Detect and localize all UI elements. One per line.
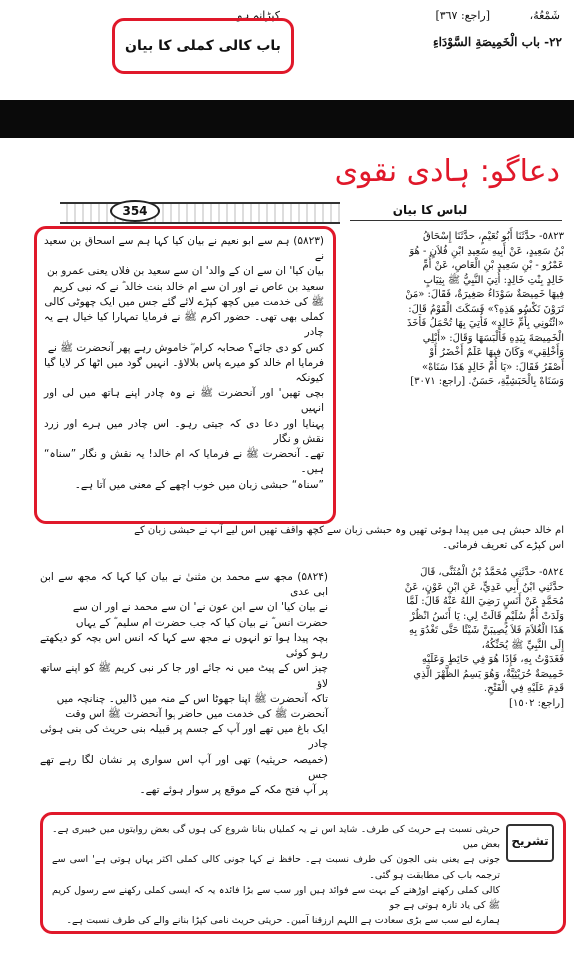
urdu-line: ”سناہ“ حبشی زبان میں خوب اچھے کے معنی میں آتا ہے۔ bbox=[74, 478, 324, 491]
arabic-line: ٥٨٢٣- حدَّثَنَا أَبُو نُعَيْمٍ، حدَّثَنَا إِسْحَاقُ bbox=[423, 231, 564, 242]
arabic-head-left: شَمْعُهُ، bbox=[529, 9, 560, 22]
arabic-line: [راجع: ١٥٠٢] bbox=[509, 697, 564, 709]
urdu-line: ایک باغ میں تھے اور آپ کے جسم پر قبیلہ بنی حریث کی بنی ہوئی چادر bbox=[40, 723, 328, 751]
arabic-ref: [راجع: ٣٦٧] bbox=[435, 9, 490, 22]
watermark-text: دعاگو: ہادی نقوی bbox=[334, 154, 560, 189]
urdu-line: کملی بھی تھی۔ حضور اکرم ﷺ نے فرمایا تمہارا کیا خیال ہے یہ چادر bbox=[44, 311, 324, 339]
arabic-line: خَمِيصَةٌ حُرَيْثِيَّةٌ، وَهُوَ يَسِمُ الظَّهْرَ الَّذِي bbox=[413, 668, 564, 680]
arabic-line: أَصْفَرُ فَقَالَ: «يَا أُمَّ خَالِدٍ هَذَا سَنَاهْ» bbox=[422, 361, 564, 373]
arabic-line: هَذَا الْغُلاَمَ فَلاَ يُصِيبَنَّ شَيْئًا حَتَّى تَغْدُوَ بِهِ bbox=[408, 625, 564, 636]
urdu-line: پہنایا اور دعا دی کہ جیتی رہو۔ اس چادر میں ہرے اور زرد نقش و نگار bbox=[44, 417, 324, 445]
urdu-fragment: کپڑانہ ہو bbox=[237, 9, 280, 22]
commentary-line: حریثی نسبت ہے حریث کی طرف۔ شاید اس نے یہ کملیاں بنانا شروع کی ہوں گی بعض روایتوں میں خیبری ہے۔ بعض میں bbox=[52, 824, 500, 851]
header-ornament bbox=[60, 202, 340, 224]
arabic-line: ٥٨٢٤- حدَّثَنِي مُحَمَّدُ بْنُ الْمُثَنَّى، قَالَ bbox=[420, 567, 564, 578]
arabic-line: الْخَمِيصَةَ بِيَدِهِ فَأَلْبَسَهَا وَقَالَ: «أَبْلِي bbox=[422, 332, 564, 344]
chapter-title-highlight bbox=[112, 18, 294, 74]
hadith-2-urdu bbox=[40, 570, 328, 798]
urdu-line: فرمایا ام خالد کو میرے پاس بلالاؤ۔ انہیں گود میں اٹھا کر لایا گیا کیونکہ bbox=[44, 356, 324, 384]
urdu-chapter-title: باب کالی کملی کا بیان bbox=[125, 38, 281, 54]
note-line: ام خالد حبش ہی میں پیدا ہوئی تھیں وہ حبشی زبان سے کچھ واقف تھیں اس لیے آپ نے حبشی زبان کے bbox=[134, 525, 564, 536]
commentary-text bbox=[52, 822, 500, 928]
urdu-line: سعید بن عاص نے اور ان سے ام خالد بنت خالد ؓ نے کہ نبی کریم bbox=[52, 280, 324, 293]
hadith-2-arabic bbox=[338, 566, 564, 711]
urdu-line: (خمیصہ حریثیہ) تھی اور آپ اس سواری پر نشان لگا رہے تھے جس bbox=[40, 753, 328, 781]
urdu-line: تاکہ آنحضرت ﷺ اپنا جھوٹا اس کے منہ میں ڈالیں۔ چنانچہ میں bbox=[56, 692, 328, 705]
page-header bbox=[60, 200, 562, 222]
commentary-line: کالی کملی رکھنے اوڑھنے کے بہت سے فوائد ہیں اور سب سے بڑا فائدہ یہ کہ ایسی کملی رکھنے سے رسول کریم ﷺ کی یاد تازہ ہوتی ہے جو bbox=[52, 884, 500, 911]
arabic-chapter-title: ٢٢- باب الْخَمِيصَةِ السَّوْدَاءِ bbox=[432, 35, 562, 49]
arabic-line: «ائْتُونِي بِأُمِّ خَالِدٍ» فَأُتِيَ بِهَا تُحْمَلُ فَأَخَذَ bbox=[407, 318, 564, 329]
arabic-line: عَمْرُو - بْنِ سَعِيدِ بْنِ الْعَاصِ، عَنْ أُمِّ bbox=[422, 260, 564, 271]
page-number: 354 bbox=[110, 200, 160, 222]
previous-page-fragment bbox=[0, 0, 574, 100]
urdu-line: چیز اس کے پیٹ میں نہ جائے اور جا کر نبی کریم ﷺ کو اپنے ساتھ لاؤ bbox=[40, 662, 328, 690]
arabic-line: وَأَخْلِقِي» وَكَانَ فِيهَا عَلَمٌ أَخْضَرُ أَوْ bbox=[429, 347, 564, 358]
commentary-line: جونی ہے یعنی بنی الجون کی طرف نسبت ہے۔ حافظ نے کہا جونی کالی کملی اکثر یہاں ہوتی ہے' اسی سے ترجمہ باب کی مطابقت ہو گئی۔ bbox=[52, 854, 500, 881]
hadith-1-arabic bbox=[338, 230, 564, 390]
arabic-line: بْنُ سَعِيدٍ، عَنْ أَبِيهِ سَعِيدِ ابْنِ فُلاَنٍ - هُوَ bbox=[409, 245, 564, 257]
running-title: لباس کا بیان bbox=[392, 203, 468, 217]
urdu-line: نے بیان کیا' ان سے ابن عون نے' ان سے محمد نے اور ان سے bbox=[72, 601, 328, 614]
hadith-1-urdu bbox=[44, 234, 324, 493]
arabic-line: مُحَمَّدٍ عَنْ أَنَسٍ رَضِيَ اللهُ عَنْهُ قَالَ: لَمَّا bbox=[406, 596, 564, 607]
arabic-line: قَدِمَ عَلَيْهِ فِي الْفَتْحِ. bbox=[483, 683, 564, 694]
urdu-line: آنحضرت ﷺ کی خدمت میں حاضر ہوا آنحضرت ﷺ اس وقت bbox=[65, 707, 328, 720]
commentary-label: تشریح bbox=[506, 824, 554, 862]
urdu-line: (۵۸۲۴) مجھ سے محمد بن مثنیٰ نے بیان کیا کہا کہ مجھ سے ابن ابی عدی bbox=[40, 571, 328, 599]
arabic-line: خَالِدٍ بِنْتِ خَالِدٍ: أُتِيَ النَّبِيُّ ﷺ بِثِيَابٍ bbox=[423, 274, 564, 286]
arabic-line: وَلَدَتْ أُمُّ سُلَيْمٍ قَالَتْ لِي: يَا أَنَسُ انْظُرْ bbox=[410, 610, 564, 622]
urdu-line: کس کو دی جائے؟ صحابہ کرام ؓ خاموش رہے پھر آنحضرت ﷺ نے bbox=[47, 341, 324, 354]
urdu-line: بچی تھیں' اور آنحضرت ﷺ نے وہ چادر اپنے ہاتھ میں لی اور انہیں bbox=[44, 387, 324, 415]
arabic-line: حدَّثَنِي ابْنُ أَبِي عَدِيٍّ، عَنِ ابْنِ عَوْنٍ، عَنْ bbox=[404, 581, 564, 593]
urdu-line: بیان کیا' ان سے ان کے والد' ان سے سعید بن فلاں یعنی عمرو بن bbox=[47, 265, 324, 278]
urdu-line: ﷺ کی خدمت میں کچھ کپڑے لائے گئے جس میں ایک چھوٹی کالی bbox=[44, 295, 324, 308]
hadith-1-note bbox=[40, 524, 564, 553]
page-separator-band bbox=[0, 100, 574, 138]
commentary-line: ہمارے لیے سب سے بڑی سعادت ہے اللہم ارزقنا آمین۔ حریثی حریث نامی کپڑا بنانے والے کی طرف نسبت ہے۔ bbox=[66, 915, 500, 927]
arabic-line: فَغَدَوْتُ بِهِ، فَإِذَا هُوَ فِي حَائِطٍ وَعَلَيْهِ bbox=[421, 654, 564, 665]
urdu-line: بچہ پیدا ہوا تو انہوں نے مجھ سے کہا کہ انس اس بچہ کو دیکھتے رہو کوئی bbox=[40, 631, 328, 660]
arabic-line: وَسَنَاهْ بِالْحَبَشِيَّةِ، حَسَنٌ. [راجع: ٣٠٧١] bbox=[410, 376, 564, 387]
urdu-line: تھے۔ آنحضرت ﷺ نے فرمایا کہ ام خالد! یہ نقش و نگار ”سناہ“ ہیں۔ bbox=[44, 448, 324, 476]
urdu-line: حضرت انس ؓ نے بیان کیا کہ جب حضرت ام سلیم ؓ کے یہاں bbox=[75, 616, 328, 629]
urdu-line: پر آپ فتح مکہ کے موقع پر سوار ہوئے تھے۔ bbox=[139, 784, 328, 797]
arabic-line: تَرَوْنَ نَكْسُو هَذِهِ؟» فَسَكَتَ الْقَوْمُ قَالَ: bbox=[408, 303, 564, 315]
arabic-line: فِيهَا خَمِيصَةٌ سَوْدَاءُ صَغِيرَةٌ، فَقَالَ: «مَنْ bbox=[405, 289, 564, 300]
arabic-line: إِلَى النَّبِيِّ ﷺ يُحَنِّكُهُ، bbox=[481, 639, 564, 651]
header-rule bbox=[350, 220, 562, 221]
note-line: اس کپڑے کی تعریف فرمائی۔ bbox=[442, 539, 564, 551]
urdu-line: (۵۸۲۳) ہم سے ابو نعیم نے بیان کیا کہا ہم سے اسحاق بن سعید نے bbox=[44, 235, 324, 263]
